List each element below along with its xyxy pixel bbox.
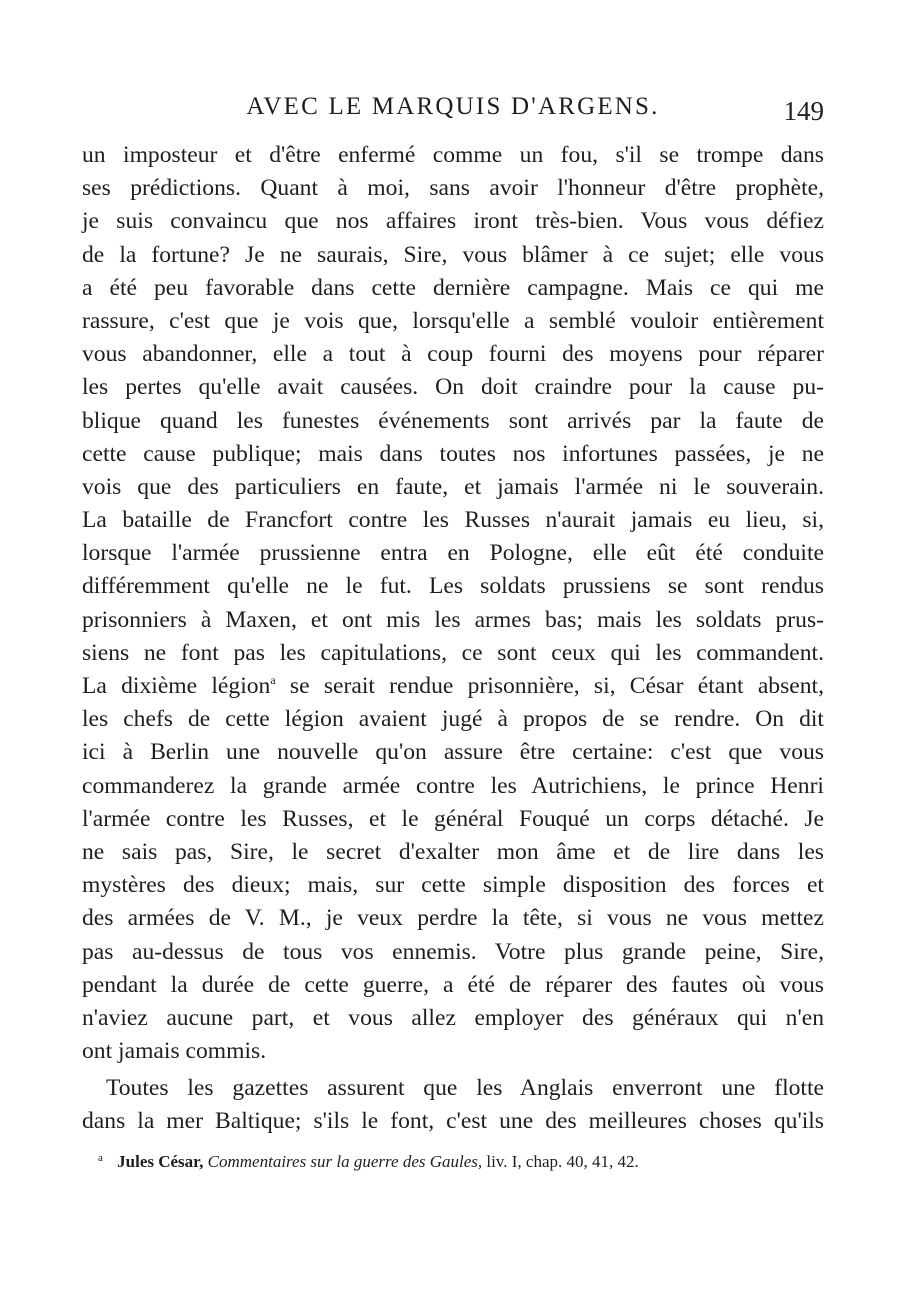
paragraph-2 bbox=[82, 1072, 824, 1138]
text-line: La bataille de Francfort contre les Russes n'aurait jamais eu lieu, si, bbox=[82, 507, 824, 534]
text-line: n'aviez aucune part, et vous allez employer des généraux qui n'en bbox=[82, 1004, 824, 1031]
text-line: Toutes les gazettes assurent que les Anglais enverront une flotte bbox=[106, 1075, 824, 1102]
text-line: l'armée contre les Russes, et le général Fouqué un corps détaché. Je bbox=[82, 805, 824, 832]
text-line: ses prédictions. Quant à moi, sans avoir l'honneur d'être prophète, bbox=[82, 175, 824, 202]
text-line: a été peu favorable dans cette dernière campagne. Mais ce qui me bbox=[82, 274, 824, 301]
body-text bbox=[82, 139, 824, 1139]
footnote-author: Jules César, bbox=[117, 1152, 204, 1171]
text-line: commanderez la grande armée contre les Autrichiens, le prince Henri bbox=[82, 772, 824, 799]
text-line: des armées de V. M., je veux perdre la tête, si vous ne vous mettez bbox=[82, 905, 824, 932]
text-line: rassure, c'est que je vois que, lorsqu'elle a semblé vouloir entièrement bbox=[82, 307, 824, 334]
text-line: mystères des dieux; mais, sur cette simple disposition des forces et bbox=[82, 872, 824, 899]
running-head bbox=[82, 90, 824, 130]
text-line: dans la mer Baltique; s'ils le font, c'est une des meilleures choses qu'ils bbox=[82, 1108, 824, 1135]
text-line: cette cause publique; mais dans toutes nos infortunes passées, je ne bbox=[82, 440, 824, 467]
text-line: pas au-dessus de tous vos ennemis. Votre plus grande peine, Sire, bbox=[82, 938, 824, 965]
legion-text-after: se serait rendue prisonnière, si, César étant absent, bbox=[275, 673, 825, 699]
footnote-work-title: Commentaires sur la guerre des Gaules, bbox=[207, 1152, 483, 1171]
text-line: un imposteur et d'être enfermé comme un fou, s'il se trompe dans bbox=[82, 142, 824, 168]
running-title: AVEC LE MARQUIS D'ARGENS. bbox=[246, 93, 660, 120]
text-line: lorsque l'armée prussienne entra en Pologne, elle eût été conduite bbox=[82, 540, 824, 567]
text-line: différemment qu'elle ne le fut. Les soldats prussiens se sont rendus bbox=[82, 573, 824, 600]
text-line: de la fortune? Je ne saurais, Sire, vous blâmer à ce sujet; elle vous bbox=[82, 241, 824, 268]
text-line: ici à Berlin une nouvelle qu'on assure être certaine: c'est que vous bbox=[82, 739, 824, 766]
footnote bbox=[98, 1146, 824, 1174]
text-line: les chefs de cette légion avaient jugé à propos de se rendre. On dit bbox=[82, 706, 824, 733]
text-line: prisonniers à Maxen, et ont mis les armes bas; mais les soldats prus- bbox=[82, 606, 824, 633]
legion-text-before: La dixième légion bbox=[82, 673, 271, 699]
text-line: ont jamais commis. bbox=[82, 1038, 267, 1065]
page-number: 149 bbox=[783, 96, 824, 126]
text-line: vois que des particuliers en faute, et jamais l'armée ni le souverain. bbox=[82, 473, 824, 500]
text-line: blique quand les funestes événements sont arrivés par la faute de bbox=[82, 407, 824, 434]
text-line: pendant la durée de cette guerre, a été de réparer des fautes où vous bbox=[82, 971, 824, 998]
footnote-reference-text: liv. I, chap. 40, 41, 42. bbox=[486, 1152, 639, 1171]
text-line: vous abandonner, elle a tout à coup fourni des moyens pour réparer bbox=[82, 341, 824, 368]
text-line-with-note bbox=[82, 670, 824, 703]
text-line: ne sais pas, Sire, le secret d'exalter mon âme et de lire dans les bbox=[82, 838, 824, 865]
footnote-reference[interactable]: a bbox=[270, 673, 276, 687]
text-line: je suis convaincu que nos affaires iront très-bien. Vous vous défiez bbox=[82, 208, 824, 235]
text-line: siens ne font pas les capitulations, ce sont ceux qui les commandent. bbox=[82, 639, 824, 666]
paragraph-1 bbox=[82, 139, 824, 1068]
text-line: les pertes qu'elle avait causées. On doit craindre pour la cause pu- bbox=[82, 374, 824, 401]
footnote-mark: a bbox=[98, 1152, 103, 1164]
